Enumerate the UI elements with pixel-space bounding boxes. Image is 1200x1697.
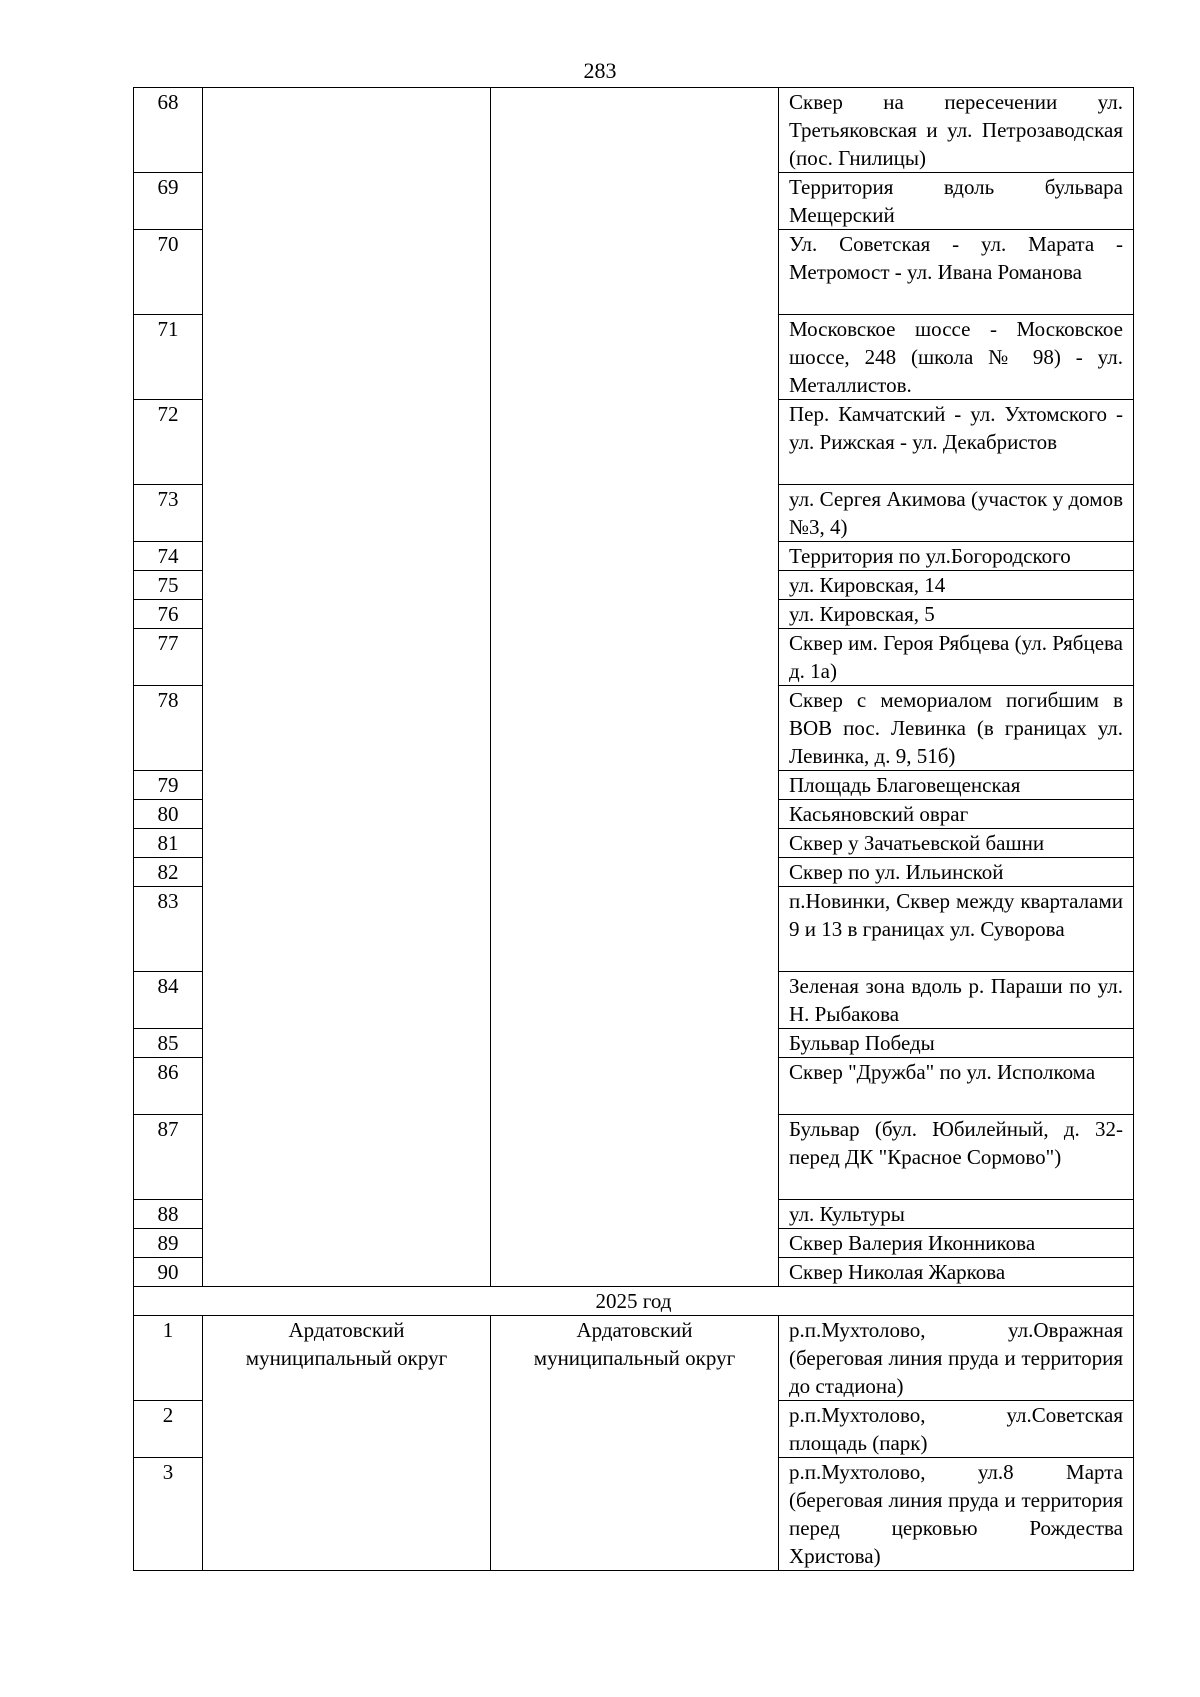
row-number: 2 (134, 1401, 203, 1458)
municipality-cell: Ардатовский муниципальный округ (491, 1316, 779, 1571)
territory-address: Бульвар (бул. Юбилейный, д. 32- перед ДК "Красное Сормово") (779, 1115, 1134, 1200)
row-number: 82 (134, 858, 203, 887)
row-number: 84 (134, 972, 203, 1029)
row-number: 79 (134, 771, 203, 800)
territory-address: п.Новинки, Сквер между кварталами 9 и 13 в границах ул. Суворова (779, 887, 1134, 972)
page-number: 283 (583, 58, 617, 83)
row-number: 73 (134, 485, 203, 542)
row-number: 86 (134, 1058, 203, 1115)
row-number: 77 (134, 629, 203, 686)
territory-address: Сквер им. Героя Рябцева (ул. Рябцева д. 1а) (779, 629, 1134, 686)
municipality-cell (491, 88, 779, 1287)
territory-address: Площадь Благовещенская (779, 771, 1134, 800)
territory-address: Сквер у Зачатьевской башни (779, 829, 1134, 858)
territory-address: ул. Кировская, 5 (779, 600, 1134, 629)
table-body (134, 88, 1134, 1571)
territory-address: Территория вдоль бульвара Мещерский (779, 173, 1134, 230)
territory-address: ул. Кировская, 14 (779, 571, 1134, 600)
row-number: 72 (134, 400, 203, 485)
territory-address: р.п.Мухтолово, ул.8 Марта (береговая линия пруда и территория перед церковью Рождества Христова) (779, 1458, 1134, 1571)
row-number: 90 (134, 1258, 203, 1287)
table-row (134, 1316, 1134, 1401)
row-number: 85 (134, 1029, 203, 1058)
row-number: 74 (134, 542, 203, 571)
territories-table (133, 87, 1134, 1571)
territory-address: Бульвар Победы (779, 1029, 1134, 1058)
row-number: 68 (134, 88, 203, 173)
row-number: 69 (134, 173, 203, 230)
table-row (134, 88, 1134, 173)
row-number: 81 (134, 829, 203, 858)
row-number: 78 (134, 686, 203, 771)
row-number: 88 (134, 1200, 203, 1229)
territory-address: Сквер "Дружба" по ул. Исполкома (779, 1058, 1134, 1115)
year-header-row (134, 1287, 1134, 1316)
row-number: 89 (134, 1229, 203, 1258)
row-number: 71 (134, 315, 203, 400)
territory-address: Сквер с мемориалом погибшим в ВОВ пос. Левинка (в границах ул. Левинка, д. 9, 51б) (779, 686, 1134, 771)
territory-address: Пер. Камчатский - ул. Ухтомского - ул. Рижская - ул. Декабристов (779, 400, 1134, 485)
row-number: 83 (134, 887, 203, 972)
row-number: 80 (134, 800, 203, 829)
row-number: 75 (134, 571, 203, 600)
year-header: 2025 год (134, 1287, 1134, 1316)
row-number: 87 (134, 1115, 203, 1200)
territory-address: Зеленая зона вдоль р. Параши по ул. Н. Рыбакова (779, 972, 1134, 1029)
territory-address: р.п.Мухтолово, ул.Советская площадь (парк) (779, 1401, 1134, 1458)
territory-address: Сквер по ул. Ильинской (779, 858, 1134, 887)
territory-address: Ул. Советская - ул. Марата - Метромост - ул. Ивана Романова (779, 230, 1134, 315)
territory-address: Сквер Николая Жаркова (779, 1258, 1134, 1287)
district-cell (203, 88, 491, 1287)
territory-address: р.п.Мухтолово, ул.Овражная (береговая линия пруда и территория до стадиона) (779, 1316, 1134, 1401)
territory-address: Московское шоссе - Московское шоссе, 248 (школа № 98) - ул. Металлистов. (779, 315, 1134, 400)
territory-address: Касьяновский овраг (779, 800, 1134, 829)
row-number: 70 (134, 230, 203, 315)
row-number: 1 (134, 1316, 203, 1401)
territory-address: Сквер на пересечении ул. Третьяковская и ул. Петрозаводская (пос. Гнилицы) (779, 88, 1134, 173)
row-number: 76 (134, 600, 203, 629)
territory-address: ул. Культуры (779, 1200, 1134, 1229)
district-cell: Ардатовский муниципальный округ (203, 1316, 491, 1571)
territory-address: ул. Сергея Акимова (участок у домов №3, 4) (779, 485, 1134, 542)
territory-address: Территория по ул.Богородского (779, 542, 1134, 571)
row-number: 3 (134, 1458, 203, 1571)
territory-address: Сквер Валерия Иконникова (779, 1229, 1134, 1258)
